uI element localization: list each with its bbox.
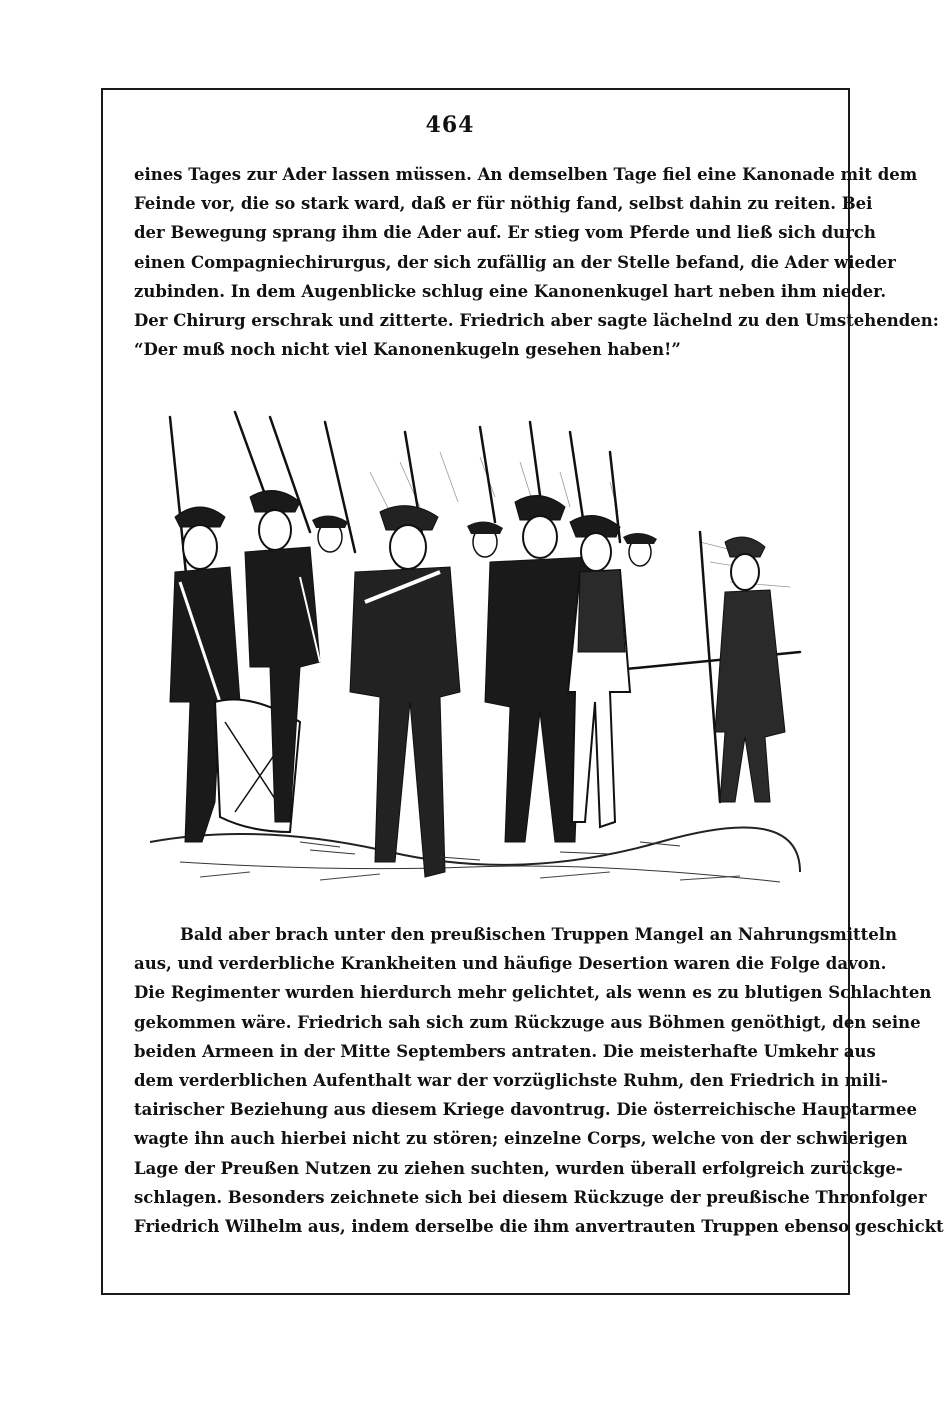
text-line: “Der muß noch nicht viel Kanonenkugeln gesehen haben!” [134, 340, 681, 360]
soldiers-engraving [140, 402, 808, 892]
page-number: 464 [425, 112, 475, 138]
text-line: einen Compagniechirurgus, der sich zufällig an der Stelle befand, die Ader wieder [134, 252, 896, 272]
text-line: tairischer Beziehung aus diesem Kriege davontrug. Die österreichische Hauptarmee [134, 1100, 917, 1120]
text-line: zubinden. In dem Augenblicke schlug eine Kanonenkugel hart neben ihm nieder. [134, 281, 887, 301]
text-line: Friedrich Wilhelm aus, indem derselbe die ihm anvertrauten Truppen ebenso geschickt [134, 1217, 944, 1237]
text-line: Bald aber brach unter den preußischen Truppen Mangel an Nahrungsmitteln [180, 925, 898, 944]
paragraph-2 [134, 920, 944, 1241]
text-line: der Bewegung sprang ihm die Ader auf. Er stieg vom Pferde und ließ sich durch [134, 223, 876, 243]
text-line: Die Regimenter wurden hierdurch mehr gelichtet, als wenn es zu blutigen Schlachten [134, 983, 932, 1003]
text-line: Lage der Preußen Nutzen zu ziehen suchten, wurden überall erfolgreich zurückge- [134, 1158, 903, 1178]
text-line: gekommen wäre. Friedrich sah sich zum Rückzuge aus Böhmen genöthigt, den seine [134, 1012, 921, 1032]
text-line: Feinde vor, die so stark ward, daß er für nöthig fand, selbst dahin zu reiten. Bei [134, 194, 873, 214]
text-line: eines Tages zur Ader lassen müssen. An demselben Tage fiel eine Kanonade mit dem [134, 165, 918, 184]
text-line: dem verderblichen Aufenthalt war der vorzüglichste Ruhm, den Friedrich in mili- [134, 1071, 888, 1091]
text-line: Der Chirurg erschrak und zitterte. Friedrich aber sagte lächelnd zu den Umstehenden: [134, 311, 939, 331]
text-line: beiden Armeen in der Mitte Septembers antraten. Die meisterhafte Umkehr aus [134, 1041, 876, 1061]
text-line: schlagen. Besonders zeichnete sich bei diesem Rückzuge der preußische Thronfolger [134, 1187, 927, 1207]
text-line: wagte ihn auch hierbei nicht zu stören; einzelne Corps, welche von der schwierigen [134, 1129, 908, 1149]
paragraph-1 [134, 160, 939, 364]
text-line: aus, und verderbliche Krankheiten und häufige Desertion waren die Folge davon. [134, 954, 887, 974]
